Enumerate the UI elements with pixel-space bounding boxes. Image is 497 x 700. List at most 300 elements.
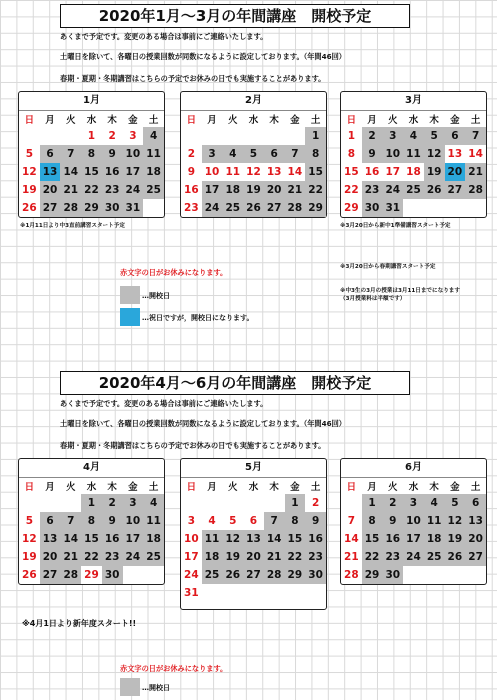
- day-cell: 13: [243, 530, 264, 548]
- section2-title: 2020年4月～6月の年間講座 開校予定: [60, 371, 410, 395]
- day-cell: 9: [382, 512, 403, 530]
- weekday-label: 月: [207, 115, 217, 126]
- day-cell: [243, 494, 264, 512]
- day-cell: 18: [424, 530, 445, 548]
- day-cell: 7: [60, 145, 81, 163]
- calendar-february: [180, 91, 327, 218]
- weekday-label: 水: [248, 482, 259, 493]
- day-cell: 7: [465, 127, 486, 145]
- week-row: [341, 127, 486, 145]
- weekday-label: 金: [450, 115, 460, 126]
- week-row: [341, 494, 486, 512]
- weekday-label: 土: [148, 482, 159, 493]
- day-cell: 24: [382, 181, 403, 199]
- day-cell: [181, 127, 202, 145]
- day-cell: 14: [287, 166, 303, 178]
- day-cell: 29: [81, 199, 102, 217]
- mar-note-3: ※中3生の3月の授業は3月11日までになります: [340, 288, 460, 294]
- day-cell: 17: [403, 530, 424, 548]
- day-cell: [123, 566, 144, 584]
- week-row: [341, 530, 486, 548]
- day-cell: 6: [445, 127, 466, 145]
- day-cell: [285, 127, 306, 145]
- day-cell: 23: [102, 181, 123, 199]
- weekday-label: 日: [186, 482, 197, 493]
- weekday-label: 日: [186, 115, 197, 126]
- day-cell: 16: [364, 166, 380, 178]
- calendar-june: [340, 458, 487, 585]
- day-cell: [403, 199, 424, 217]
- day-cell: 16: [382, 530, 403, 548]
- day-cell: 5: [25, 148, 33, 160]
- day-cell: 8: [81, 145, 102, 163]
- week-row: [181, 181, 326, 199]
- day-cell: 23: [184, 202, 199, 214]
- day-cell: 16: [102, 530, 123, 548]
- week-row: [19, 494, 164, 512]
- day-cell: [19, 494, 40, 512]
- day-cell: 25: [143, 181, 164, 199]
- weekday-label: 月: [367, 482, 377, 493]
- week-row: [19, 127, 164, 145]
- apr-note: ※4月1日より新年度スタート!!: [22, 619, 137, 628]
- day-cell: 19: [222, 548, 243, 566]
- day-cell: 15: [285, 530, 306, 548]
- week-row: [181, 199, 326, 217]
- weekday-label: 月: [45, 482, 55, 493]
- weekday-label: 木: [269, 115, 279, 126]
- weekday-label: 火: [66, 482, 76, 493]
- day-cell: [424, 566, 445, 584]
- day-cell: 18: [222, 181, 243, 199]
- day-cell: 1: [87, 130, 96, 142]
- week-row: [341, 181, 486, 199]
- day-cell: 1: [347, 130, 355, 142]
- day-cell: 19: [424, 163, 445, 181]
- day-cell: 21: [285, 181, 306, 199]
- day-cell: 25: [424, 548, 445, 566]
- day-cell: 11: [143, 145, 164, 163]
- day-cell: 28: [285, 199, 306, 217]
- day-cell: 20: [40, 181, 61, 199]
- day-cell: 25: [143, 548, 164, 566]
- section1-title: 2020年1月～3月の年間講座 開校予定: [60, 4, 410, 28]
- day-cell: 17: [123, 530, 144, 548]
- legend-gray-swatch: [120, 286, 140, 304]
- day-cell: 25: [403, 181, 424, 199]
- day-cell: 9: [187, 166, 195, 178]
- day-cell: 30: [102, 566, 123, 584]
- weekday-label: 月: [367, 115, 377, 126]
- week-row: [181, 548, 326, 566]
- day-cell: 17: [202, 181, 223, 199]
- day-cell: 11: [424, 512, 445, 530]
- day-cell: 12: [22, 166, 37, 178]
- day-cell: 27: [445, 181, 466, 199]
- jan-note: ※1月11日より中3直前講習スタート予定: [20, 223, 125, 229]
- week-row: [181, 494, 326, 512]
- day-cell: [143, 199, 164, 217]
- day-cell: 20: [264, 181, 285, 199]
- legend-open-text: …開校日: [142, 292, 170, 300]
- day-cell: 21: [465, 163, 486, 181]
- day-cell: 9: [102, 145, 123, 163]
- day-cell: 25: [222, 199, 243, 217]
- section2-note-1: あくまで予定です。変更のある場合は事前にご連絡いたします。: [60, 399, 268, 408]
- week-row: [341, 566, 486, 584]
- day-cell: [285, 584, 306, 602]
- day-cell: 22: [362, 548, 383, 566]
- day-cell: 16: [184, 184, 199, 196]
- day-cell: 9: [305, 512, 326, 530]
- day-cell: 12: [22, 533, 37, 545]
- calendar-january: [18, 91, 165, 218]
- day-cell: 10: [123, 512, 144, 530]
- day-cell: 8: [362, 512, 383, 530]
- week-row: [181, 145, 326, 163]
- legend-blue-swatch: [120, 308, 140, 326]
- day-cell: [202, 127, 223, 145]
- week-row: [19, 566, 164, 584]
- day-cell: 19: [22, 184, 37, 196]
- day-cell: 8: [305, 145, 326, 163]
- weekday-label: 火: [66, 115, 76, 126]
- day-cell: 19: [22, 551, 37, 563]
- day-cell: [40, 127, 61, 145]
- legend2-gray-swatch: [120, 678, 140, 696]
- day-cell: 5: [445, 494, 466, 512]
- day-cell: 7: [347, 515, 355, 527]
- day-cell: 25: [202, 566, 223, 584]
- week-row: [341, 548, 486, 566]
- calendar-april: [18, 458, 165, 585]
- day-cell: 29: [362, 566, 383, 584]
- day-cell: 18: [143, 163, 164, 181]
- day-cell: 14: [344, 533, 359, 545]
- weekday-label: 水: [86, 115, 97, 126]
- day-cell: [19, 127, 40, 145]
- day-cell: 9: [362, 145, 383, 163]
- week-row: [181, 512, 326, 530]
- day-cell: 10: [204, 166, 220, 178]
- weekday-label: 火: [228, 482, 238, 493]
- day-cell: 29: [84, 569, 99, 581]
- day-cell: 16: [305, 530, 326, 548]
- day-cell: 17: [123, 163, 144, 181]
- day-cell: 2: [108, 130, 116, 142]
- day-cell: [202, 494, 223, 512]
- weekday-label: 金: [290, 482, 300, 493]
- day-cell: 30: [382, 566, 403, 584]
- day-cell: 15: [81, 530, 102, 548]
- day-cell: 26: [424, 181, 445, 199]
- day-cell: 1: [81, 494, 102, 512]
- weekday-label: 月: [207, 482, 217, 493]
- day-cell: 10: [403, 512, 424, 530]
- day-cell: 28: [465, 181, 486, 199]
- day-cell: 3: [403, 494, 424, 512]
- weekday-label: 金: [128, 115, 138, 126]
- day-cell: 13: [447, 148, 463, 160]
- day-cell: [60, 494, 81, 512]
- day-cell: 23: [305, 548, 326, 566]
- day-cell: [465, 199, 486, 217]
- week-row: [19, 199, 164, 217]
- weekday-label: 火: [228, 115, 238, 126]
- day-cell: 23: [362, 181, 383, 199]
- section1-note-1: あくまで予定です。変更のある場合は事前にご連絡いたします。: [60, 32, 268, 41]
- week-row: [19, 163, 164, 181]
- day-cell: 29: [305, 199, 326, 217]
- week-row: [181, 163, 326, 181]
- day-cell: 31: [123, 199, 144, 217]
- day-cell: 14: [60, 163, 81, 181]
- weekday-label: 土: [310, 482, 321, 493]
- week-row: [341, 512, 486, 530]
- day-cell: [445, 199, 466, 217]
- week-row: [341, 199, 486, 217]
- day-cell: 9: [102, 512, 123, 530]
- weekday-label: 木: [107, 115, 117, 126]
- day-cell: 4: [222, 145, 243, 163]
- day-cell: 20: [465, 530, 486, 548]
- day-cell: 18: [202, 548, 223, 566]
- section1-note-3: 春期・夏期・冬期講習はこちらの予定でお休みの日でも実施することがあります。: [60, 74, 326, 83]
- day-cell: 21: [264, 548, 285, 566]
- day-cell: 7: [285, 145, 306, 163]
- day-cell: 12: [246, 166, 261, 178]
- weekday-label: 水: [86, 482, 97, 493]
- day-cell: 26: [22, 202, 37, 214]
- weekday-label: 水: [408, 115, 419, 126]
- day-cell: 12: [222, 530, 243, 548]
- day-cell: 11: [403, 145, 424, 163]
- day-cell: 1: [305, 127, 326, 145]
- week-row: [181, 127, 326, 145]
- calendar-march: [340, 91, 487, 218]
- day-cell: 21: [344, 551, 359, 563]
- day-cell: [222, 494, 243, 512]
- day-cell: 1: [285, 494, 306, 512]
- weekday-label: 日: [346, 115, 357, 126]
- day-cell: 29: [344, 202, 359, 214]
- legend-blue-text: …祝日ですが，開校日になります。: [142, 314, 254, 322]
- day-cell: 29: [285, 566, 306, 584]
- month-label: 5月: [181, 459, 326, 478]
- legend2-open-text: …開校日: [142, 684, 170, 692]
- day-cell: 4: [424, 494, 445, 512]
- day-cell: 28: [264, 566, 285, 584]
- legend-holiday-text: 赤文字の日がお休みになります。: [120, 268, 228, 277]
- weekday-label: 火: [388, 115, 398, 126]
- day-cell: 4: [208, 515, 216, 527]
- weekday-label: 月: [45, 115, 55, 126]
- day-cell: 3: [123, 494, 144, 512]
- day-cell: [222, 127, 243, 145]
- day-cell: 16: [102, 163, 123, 181]
- day-cell: 17: [184, 551, 199, 563]
- day-cell: 18: [406, 166, 421, 178]
- day-cell: 17: [385, 166, 401, 178]
- day-cell: 26: [445, 548, 466, 566]
- day-cell: 5: [229, 515, 237, 527]
- day-cell: [465, 566, 486, 584]
- day-cell: 22: [305, 181, 326, 199]
- day-cell: 8: [81, 512, 102, 530]
- week-row: [19, 512, 164, 530]
- day-cell: 27: [465, 548, 486, 566]
- weekday-label: 水: [248, 115, 259, 126]
- month-label: 2月: [181, 92, 326, 111]
- day-cell: 11: [202, 530, 223, 548]
- day-cell: 2: [382, 494, 403, 512]
- mar-note-1: ※3月20日から新中1準備講習スタート予定: [340, 223, 451, 229]
- day-cell: 28: [60, 199, 81, 217]
- day-cell: 24: [184, 569, 199, 581]
- day-cell: 2: [187, 148, 195, 160]
- week-row: [341, 145, 486, 163]
- day-cell: 27: [243, 566, 264, 584]
- day-cell: [445, 566, 466, 584]
- week-row: [19, 530, 164, 548]
- day-cell: 13: [40, 163, 61, 181]
- day-cell: 20: [40, 548, 61, 566]
- day-cell: 3: [187, 515, 195, 527]
- day-cell: 11: [143, 512, 164, 530]
- day-cell: 15: [305, 163, 326, 181]
- day-cell: 26: [222, 566, 243, 584]
- day-cell: 7: [60, 512, 81, 530]
- week-row: [19, 145, 164, 163]
- day-cell: 2: [362, 127, 383, 145]
- day-cell: 7: [264, 512, 285, 530]
- day-cell: 6: [249, 515, 258, 527]
- section2-note-3: 春期・夏期・冬期講習はこちらの予定でお休みの日でも実施することがあります。: [60, 441, 326, 450]
- day-cell: 5: [424, 127, 445, 145]
- day-cell: 20: [243, 548, 264, 566]
- day-cell: 22: [285, 548, 306, 566]
- day-cell: 5: [25, 515, 33, 527]
- day-cell: 22: [81, 181, 102, 199]
- weekday-label: 日: [24, 115, 35, 126]
- day-cell: 1: [362, 494, 383, 512]
- mar-note-4: （3月授業料は半額です）: [340, 296, 406, 302]
- day-cell: 21: [60, 181, 81, 199]
- day-cell: [264, 127, 285, 145]
- weekday-label: 木: [429, 115, 439, 126]
- day-cell: [143, 566, 164, 584]
- day-cell: 14: [60, 530, 81, 548]
- legend2-holiday-text: 赤文字の日がお休みになります。: [120, 664, 228, 673]
- day-cell: 10: [184, 533, 199, 545]
- day-cell: 2: [311, 497, 320, 509]
- month-label: 6月: [341, 459, 486, 478]
- day-cell: 15: [344, 166, 359, 178]
- weekday-label: 金: [450, 482, 460, 493]
- day-cell: 24: [403, 548, 424, 566]
- day-cell: 15: [362, 530, 383, 548]
- day-cell: 30: [305, 566, 326, 584]
- day-cell: 20: [445, 163, 466, 181]
- month-label: 3月: [341, 92, 486, 111]
- day-cell: 27: [40, 199, 61, 217]
- day-cell: 6: [40, 512, 61, 530]
- day-cell: [305, 584, 326, 602]
- day-cell: 6: [465, 494, 486, 512]
- day-cell: 4: [143, 494, 164, 512]
- day-cell: 5: [243, 145, 264, 163]
- day-cell: 31: [184, 587, 199, 599]
- weekday-label: 土: [148, 115, 159, 126]
- day-cell: [264, 584, 285, 602]
- day-cell: [243, 584, 264, 602]
- day-cell: 22: [344, 184, 359, 196]
- weekday-label: 日: [24, 482, 35, 493]
- week-row: [181, 530, 326, 548]
- day-cell: [403, 566, 424, 584]
- day-cell: 13: [465, 512, 486, 530]
- mar-note-2: ※3月20日から春期講習スタート予定: [340, 264, 436, 270]
- day-cell: 18: [143, 530, 164, 548]
- day-cell: [424, 199, 445, 217]
- day-cell: 12: [424, 145, 445, 163]
- week-row: [181, 584, 326, 602]
- day-cell: 8: [285, 512, 306, 530]
- weekday-label: 火: [388, 482, 398, 493]
- day-cell: 27: [40, 566, 61, 584]
- day-cell: 31: [382, 199, 403, 217]
- day-cell: 26: [22, 569, 37, 581]
- weekday-label: 土: [310, 115, 321, 126]
- day-cell: 23: [382, 548, 403, 566]
- day-cell: 4: [143, 127, 164, 145]
- day-cell: 10: [382, 145, 403, 163]
- day-cell: 22: [81, 548, 102, 566]
- weekday-label: 金: [290, 115, 300, 126]
- week-row: [19, 548, 164, 566]
- day-cell: 19: [243, 181, 264, 199]
- weekday-label: 木: [107, 482, 117, 493]
- day-cell: 28: [60, 566, 81, 584]
- day-cell: 2: [102, 494, 123, 512]
- week-row: [341, 163, 486, 181]
- day-cell: [222, 584, 243, 602]
- day-cell: 13: [266, 166, 282, 178]
- day-cell: 23: [102, 548, 123, 566]
- day-cell: 4: [403, 127, 424, 145]
- section1-note-2: 土曜日を除いて、各曜日の授業回数が同数になるように設定しております。（年間46回）: [60, 52, 346, 61]
- day-cell: 6: [40, 145, 61, 163]
- day-cell: 19: [445, 530, 466, 548]
- day-cell: 12: [445, 512, 466, 530]
- day-cell: [202, 584, 223, 602]
- day-cell: 24: [123, 548, 144, 566]
- day-cell: 24: [123, 181, 144, 199]
- weekday-label: 水: [408, 482, 419, 493]
- day-cell: [181, 494, 202, 512]
- day-cell: [264, 494, 285, 512]
- day-cell: [40, 494, 61, 512]
- day-cell: 3: [202, 145, 223, 163]
- weekday-label: 木: [429, 482, 439, 493]
- month-label: 1月: [19, 92, 164, 111]
- day-cell: [60, 127, 81, 145]
- day-cell: 21: [60, 548, 81, 566]
- day-cell: 6: [264, 145, 285, 163]
- weekday-label: 土: [470, 482, 481, 493]
- day-cell: 14: [264, 530, 285, 548]
- day-cell: 8: [347, 148, 355, 160]
